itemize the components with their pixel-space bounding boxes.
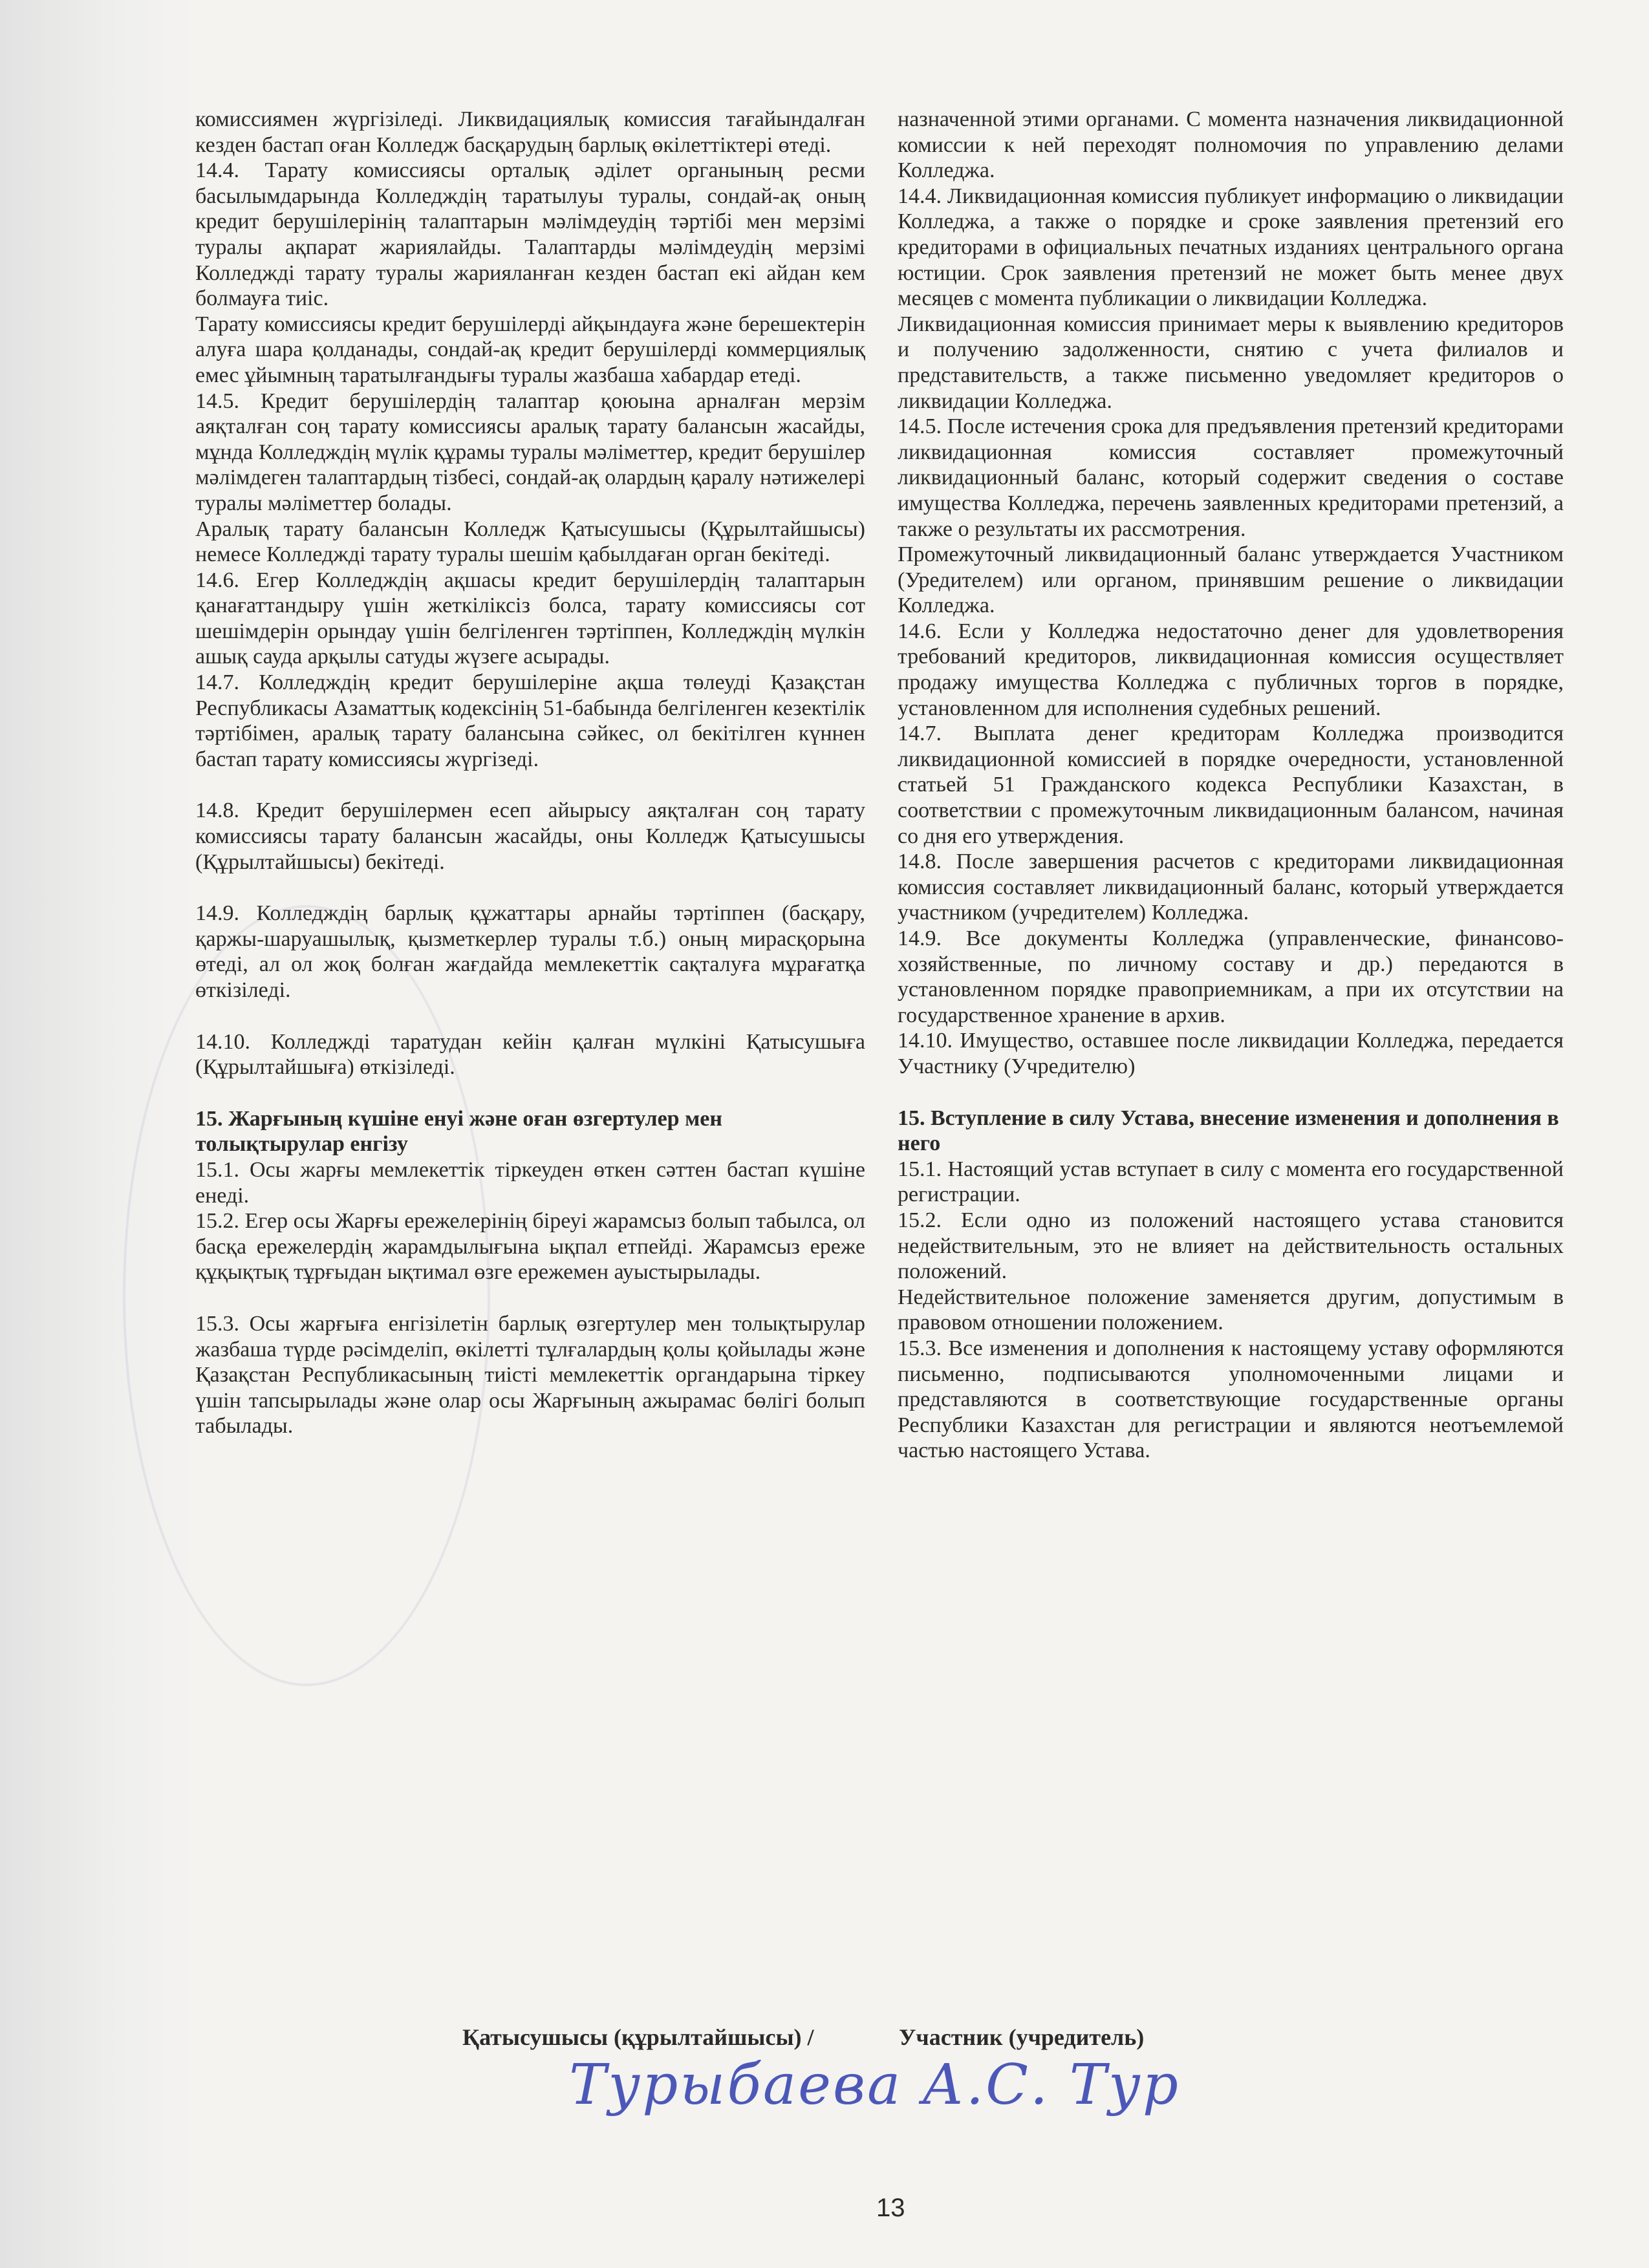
paragraph-spacer bbox=[898, 1080, 1564, 1106]
participant-label-kz: Қатысушысы (құрылтайшысы) / bbox=[462, 2024, 814, 2050]
paragraph: 15.3. Все изменения и дополнения к настоящему уставу оформляются письменно, подписываются уполномоченными лицами и представляются в соответствующие государственные органы Республики Казахстан для регистрации и являются неотъемлемой частью настоящего Устава. bbox=[898, 1336, 1564, 1463]
paragraph: Недействительное положение заменяется другим, допустимым в правовом отношении положением. bbox=[898, 1285, 1564, 1335]
participant-label-ru: Участник (учредитель) bbox=[899, 2024, 1145, 2050]
paragraph: Ликвидационная комиссия принимает меры к выявлению кредиторов и получению задолженности, снятию с учета филиалов и представительств, а также письменно уведомляет кредиторов о ликвидации Колледжа. bbox=[898, 312, 1564, 413]
paragraph: 15.2. Егер осы Жарғы ережелерінің біреуі жарамсыз болып табылса, ол басқа ережелердің жарамдылығына ықпал етпейді. Жарамсыз ереже құқықтық тұрғыдан ықтимал өзге ережемен ауыстырылады. bbox=[195, 1209, 865, 1285]
paragraph: назначенной этими органами. С момента назначения ликвидационной комиссии к ней переходят полномочия по управлению делами Колледжа. bbox=[898, 107, 1564, 183]
paragraph: 15.3. Осы жарғыға енгізілетін барлық өзгертулер мен толықтырулар жазбаша түрде рәсімделіп, өкілетті тұлғалардың қолы қойылады және Қазақстан Республикасының тиісті мемлекеттік органдарына тіркеу үшін тапсырылады және олар осы Жарғының ажырамас бөлігі болып табылады. bbox=[195, 1311, 865, 1439]
paragraph: 14.9. Колледждің барлық құжаттары арнайы тәртіппен (басқару, қаржы-шаруашылық, қызметкерлер туралы т.б.) оның мирасқорына өтеді, ал ол жоқ болған жағдайда мемлекеттік сақталуға мұрағатқа өткізіледі. bbox=[195, 901, 865, 1002]
paragraph: 14.4. Тарату комиссиясы орталық әділет органының ресми басылымдарында Колледждің таратылуы туралы, сондай-ақ оның кредит берушілерінің талаптарын мәлімдеудің тәртібі мен мерзімі туралы ақпарат жариялайды. Талаптарды мәлімдеудің мерзімі Колледжді тарату туралы жарияланған кезден бастап екі айдан кем болмауға тиіс. bbox=[195, 158, 865, 311]
paragraph-spacer bbox=[195, 875, 865, 901]
paragraph: 15.1. Настоящий устав вступает в силу с момента его государственной регистрации. bbox=[898, 1157, 1564, 1207]
paragraph: 14.5. После истечения срока для предъявления претензий кредиторами ликвидационная комиссия составляет промежуточный ликвидационный баланс, который содержит сведения о составе имущества Колледжа, перечень заявленных кредиторами претензий, а также о результаты их рассмотрения. bbox=[898, 414, 1564, 541]
paragraph: Промежуточный ликвидационный баланс утверждается Участником (Уредителем) или органом, принявшим решение о ликвидации Колледжа. bbox=[898, 542, 1564, 618]
paragraph-spacer bbox=[195, 1003, 865, 1029]
paragraph: 15.1. Осы жарғы мемлекеттік тіркеуден өткен сәттен бастап күшіне енеді. bbox=[195, 1157, 865, 1208]
handwritten-signature: Турыбаева А.С. Тур bbox=[569, 2053, 1180, 2117]
paragraph: Тарату комиссиясы кредит берушілерді айқындауға және берешектерін алуға шара қолданады, сондай-ақ кредит берушілерді коммерциялық емес ұйымның таратылғандығы туралы жазбаша хабардар етеді. bbox=[195, 312, 865, 387]
russian-column bbox=[898, 107, 1564, 1464]
paragraph: 14.6. Если у Колледжа недостаточно денег для удовлетворения требований кредиторов, ликвидационная комиссия осуществляет продажу имущества Колледжа с публичных торгов в порядке, установленном для исполнения судебных решений. bbox=[898, 619, 1564, 720]
paragraph: 14.8. После завершения расчетов с кредиторами ликвидационная комиссия составляет ликвидационный баланс, который утверждается участником (учредителем) Колледжа. bbox=[898, 850, 1564, 925]
paragraph: 14.9. Все документы Колледжа (управленческие, финансово-хозяйственные, по личному составу и др.) передаются в установленном порядке правоприемникам, а при их отсутствии на государственное хранение в архив. bbox=[898, 926, 1564, 1027]
paragraph: 14.5. Кредит берушілердің талаптар қоюына арналған мерзім аяқталған соң тарату комиссиясы аралық тарату балансын жасайды, мұнда Колледждің мүлік құрамы туралы мәліметтер, кредит берушілер мәлімдеген талаптардың тізбесі, сондай-ақ олардың қаралу нәтижелері туралы мәліметтер болады. bbox=[195, 389, 865, 515]
paragraph: Аралық тарату балансын Колледж Қатысушысы (Құрылтайшысы) немесе Колледжді тарату туралы шешім қабылдаған орган бекітеді. bbox=[195, 517, 865, 567]
paragraph: комиссиямен жүргізіледі. Ликвидациялық комиссия тағайындалған кезден бастап оған Колледж басқарудың барлық өкілеттіктері өтеді. bbox=[195, 107, 865, 157]
paragraph: 14.4. Ликвидационная комиссия публикует информацию о ликвидации Колледжа, а также о порядке и сроке заявления претензий его кредиторами в официальных печатных изданиях центрального органа юстиции. Срок заявления претензий не может быть менее двух месяцев с момента публикации о ликвидации Колледжа. bbox=[898, 184, 1564, 311]
page-number: 13 bbox=[876, 2194, 905, 2222]
paragraph: 14.7. Выплата денег кредиторам Колледжа производится ликвидационной комиссией в порядке очередности, установленной статьей 51 Гражданского кодекса Республики Казахстан, в соответствии с промежуточным ликвидационным балансом, начиная со дня его утверждения. bbox=[898, 722, 1564, 848]
paragraph: 14.10. Колледжді таратудан кейін қалған мүлкіні Қатысушыға (Құрылтайшыға) өткізіледі. bbox=[195, 1029, 865, 1080]
section-heading: 15. Вступление в силу Устава, внесение изменения и дополнения в него bbox=[898, 1106, 1559, 1156]
paragraph-spacer bbox=[195, 1080, 865, 1106]
section-heading: 15. Жарғының күшіне енуі және оған өзгертулер мен толықтырулар енгізу bbox=[195, 1106, 722, 1157]
paragraph: 14.8. Кредит берушілермен есеп айырысу аяқталған соң тарату комиссиясы тарату балансын жасайды, оны Колледж Қатысушысы (Құрылтайшысы) бекітеді. bbox=[195, 798, 865, 874]
paragraph: 14.6. Егер Колледждің ақшасы кредит берушілердің талаптарын қанағаттандыру үшін жеткіліксіз болса, тарату комиссиясы сот шешімдерін орындау үшін белгіленген тәртіппен, Колледждің мүлкін ашық сауда арқылы сатуды жүзеге асырады. bbox=[195, 568, 865, 669]
paragraph: 15.2. Если одно из положений настоящего устава становится недействительным, это не влияет на действительность остальных положений. bbox=[898, 1208, 1564, 1284]
paragraph: 14.10. Имущество, оставшее после ликвидации Колледжа, передается Участнику (Учредителю) bbox=[898, 1029, 1564, 1078]
paragraph-spacer bbox=[195, 772, 865, 798]
kazakh-column bbox=[195, 107, 865, 1439]
paragraph: 14.7. Колледждің кредит берушілеріне ақша төлеуді Қазақстан Республикасы Азаматтық кодексінің 51-бабында белгіленген кезектілік тәртібімен, аралық тарату балансына сәйкес, ол бекітілген күннен бастап тарату комиссиясы жүргізеді. bbox=[195, 670, 865, 771]
paragraph-spacer bbox=[195, 1285, 865, 1311]
